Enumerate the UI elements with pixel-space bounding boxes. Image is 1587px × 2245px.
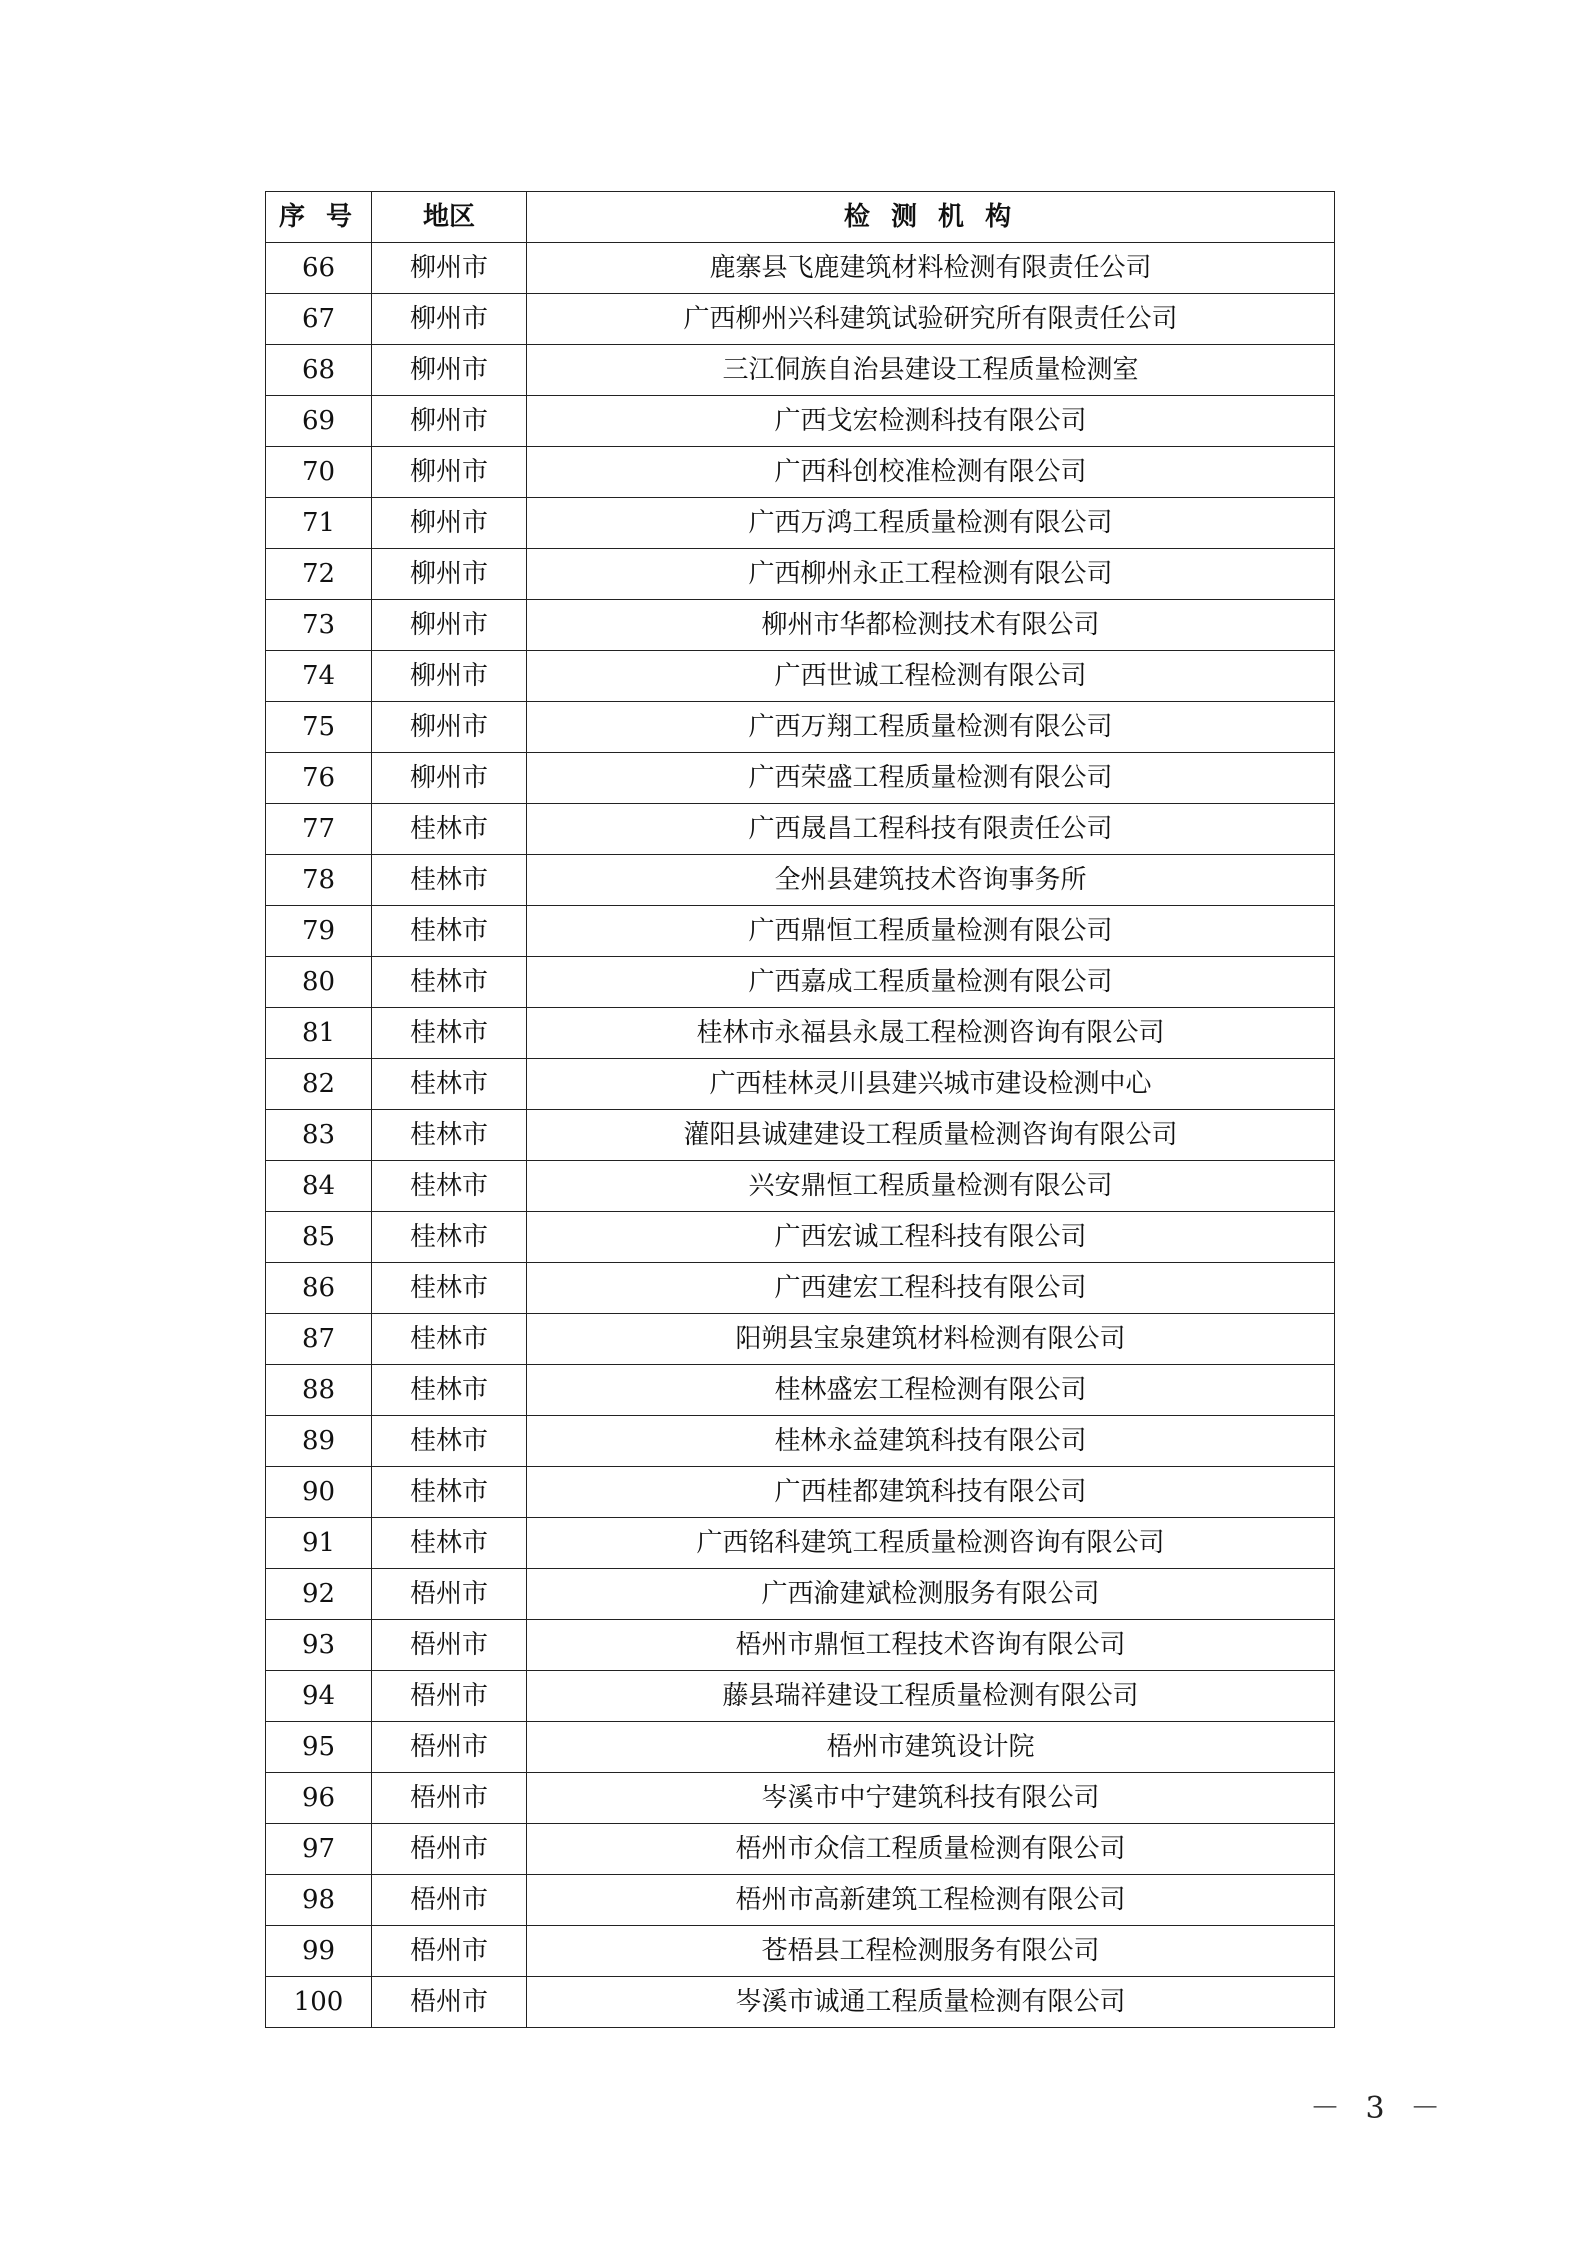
header-institution: 检 测 机 构	[527, 192, 1335, 243]
header-serial-number: 序 号	[266, 192, 372, 243]
cell-region: 梧州市	[372, 1671, 527, 1722]
cell-institution: 广西柳州永正工程检测有限公司	[527, 549, 1335, 600]
cell-institution: 梧州市众信工程质量检测有限公司	[527, 1824, 1335, 1875]
table-row	[266, 1416, 1335, 1467]
cell-serial-number: 95	[266, 1722, 372, 1773]
cell-serial-number: 78	[266, 855, 372, 906]
table-row	[266, 855, 1335, 906]
cell-region: 桂林市	[372, 1518, 527, 1569]
cell-region: 桂林市	[372, 1161, 527, 1212]
cell-institution: 全州县建筑技术咨询事务所	[527, 855, 1335, 906]
cell-region: 桂林市	[372, 1059, 527, 1110]
cell-region: 柳州市	[372, 243, 527, 294]
cell-region: 桂林市	[372, 1365, 527, 1416]
cell-institution: 梧州市建筑设计院	[527, 1722, 1335, 1773]
cell-serial-number: 87	[266, 1314, 372, 1365]
cell-region: 桂林市	[372, 1416, 527, 1467]
cell-institution: 阳朔县宝泉建筑材料检测有限公司	[527, 1314, 1335, 1365]
cell-institution: 广西鼎恒工程质量检测有限公司	[527, 906, 1335, 957]
cell-region: 梧州市	[372, 1569, 527, 1620]
cell-region: 梧州市	[372, 1977, 527, 2028]
table-row	[266, 1059, 1335, 1110]
cell-region: 桂林市	[372, 1263, 527, 1314]
table-row	[266, 1314, 1335, 1365]
table-row	[266, 1518, 1335, 1569]
table-row	[266, 753, 1335, 804]
cell-serial-number: 97	[266, 1824, 372, 1875]
cell-region: 柳州市	[372, 702, 527, 753]
table-row	[266, 345, 1335, 396]
cell-institution: 兴安鼎恒工程质量检测有限公司	[527, 1161, 1335, 1212]
cell-region: 柳州市	[372, 396, 527, 447]
table-row	[266, 651, 1335, 702]
cell-region: 梧州市	[372, 1722, 527, 1773]
cell-region: 桂林市	[372, 906, 527, 957]
cell-serial-number: 77	[266, 804, 372, 855]
cell-institution: 广西晟昌工程科技有限责任公司	[527, 804, 1335, 855]
cell-serial-number: 98	[266, 1875, 372, 1926]
cell-serial-number: 88	[266, 1365, 372, 1416]
cell-serial-number: 90	[266, 1467, 372, 1518]
cell-serial-number: 96	[266, 1773, 372, 1824]
cell-serial-number: 93	[266, 1620, 372, 1671]
cell-serial-number: 69	[266, 396, 372, 447]
table-row	[266, 1263, 1335, 1314]
cell-institution: 广西科创校准检测有限公司	[527, 447, 1335, 498]
cell-region: 桂林市	[372, 1212, 527, 1263]
cell-region: 梧州市	[372, 1773, 527, 1824]
cell-region: 柳州市	[372, 345, 527, 396]
cell-region: 柳州市	[372, 600, 527, 651]
cell-institution: 广西渝建斌检测服务有限公司	[527, 1569, 1335, 1620]
cell-serial-number: 85	[266, 1212, 372, 1263]
cell-institution: 广西建宏工程科技有限公司	[527, 1263, 1335, 1314]
cell-serial-number: 67	[266, 294, 372, 345]
table-row	[266, 1722, 1335, 1773]
cell-institution: 苍梧县工程检测服务有限公司	[527, 1926, 1335, 1977]
table-row	[266, 1110, 1335, 1161]
cell-institution: 岑溪市诚通工程质量检测有限公司	[527, 1977, 1335, 2028]
table-row	[266, 1212, 1335, 1263]
header-region: 地区	[372, 192, 527, 243]
cell-serial-number: 83	[266, 1110, 372, 1161]
cell-region: 梧州市	[372, 1620, 527, 1671]
cell-serial-number: 75	[266, 702, 372, 753]
cell-region: 柳州市	[372, 549, 527, 600]
table-row	[266, 243, 1335, 294]
cell-serial-number: 94	[266, 1671, 372, 1722]
table-row	[266, 1008, 1335, 1059]
cell-institution: 灌阳县诚建建设工程质量检测咨询有限公司	[527, 1110, 1335, 1161]
cell-institution: 三江侗族自治县建设工程质量检测室	[527, 345, 1335, 396]
table-row	[266, 294, 1335, 345]
cell-serial-number: 89	[266, 1416, 372, 1467]
cell-serial-number: 66	[266, 243, 372, 294]
page-number: － 3 －	[1310, 2091, 1449, 2126]
table-row	[266, 702, 1335, 753]
cell-region: 梧州市	[372, 1824, 527, 1875]
cell-serial-number: 100	[266, 1977, 372, 2028]
cell-region: 桂林市	[372, 855, 527, 906]
table-row	[266, 1926, 1335, 1977]
cell-institution: 岑溪市中宁建筑科技有限公司	[527, 1773, 1335, 1824]
cell-serial-number: 81	[266, 1008, 372, 1059]
cell-serial-number: 76	[266, 753, 372, 804]
cell-region: 桂林市	[372, 1314, 527, 1365]
cell-serial-number: 71	[266, 498, 372, 549]
cell-region: 桂林市	[372, 957, 527, 1008]
table-row	[266, 957, 1335, 1008]
table-row	[266, 549, 1335, 600]
table-row	[266, 1977, 1335, 2028]
cell-serial-number: 91	[266, 1518, 372, 1569]
cell-serial-number: 73	[266, 600, 372, 651]
cell-region: 梧州市	[372, 1875, 527, 1926]
table-row	[266, 1467, 1335, 1518]
cell-institution: 桂林市永福县永晟工程检测咨询有限公司	[527, 1008, 1335, 1059]
cell-serial-number: 72	[266, 549, 372, 600]
cell-region: 桂林市	[372, 1110, 527, 1161]
cell-institution: 广西嘉成工程质量检测有限公司	[527, 957, 1335, 1008]
cell-institution: 广西柳州兴科建筑试验研究所有限责任公司	[527, 294, 1335, 345]
cell-institution: 广西戈宏检测科技有限公司	[527, 396, 1335, 447]
cell-institution: 桂林永益建筑科技有限公司	[527, 1416, 1335, 1467]
cell-region: 桂林市	[372, 804, 527, 855]
cell-institution: 藤县瑞祥建设工程质量检测有限公司	[527, 1671, 1335, 1722]
table-row	[266, 1671, 1335, 1722]
table-row	[266, 1773, 1335, 1824]
table-row	[266, 1824, 1335, 1875]
cell-institution: 梧州市高新建筑工程检测有限公司	[527, 1875, 1335, 1926]
cell-serial-number: 68	[266, 345, 372, 396]
cell-institution: 梧州市鼎恒工程技术咨询有限公司	[527, 1620, 1335, 1671]
cell-institution: 广西万鸿工程质量检测有限公司	[527, 498, 1335, 549]
table-row	[266, 396, 1335, 447]
table-row	[266, 804, 1335, 855]
cell-institution: 广西万翔工程质量检测有限公司	[527, 702, 1335, 753]
cell-institution: 广西世诚工程检测有限公司	[527, 651, 1335, 702]
cell-region: 柳州市	[372, 294, 527, 345]
table-row	[266, 447, 1335, 498]
cell-serial-number: 74	[266, 651, 372, 702]
cell-serial-number: 92	[266, 1569, 372, 1620]
cell-institution: 广西桂林灵川县建兴城市建设检测中心	[527, 1059, 1335, 1110]
cell-institution: 广西荣盛工程质量检测有限公司	[527, 753, 1335, 804]
table-body	[266, 243, 1335, 2028]
cell-region: 柳州市	[372, 498, 527, 549]
cell-serial-number: 79	[266, 906, 372, 957]
cell-institution: 柳州市华都检测技术有限公司	[527, 600, 1335, 651]
cell-serial-number: 80	[266, 957, 372, 1008]
table-row	[266, 906, 1335, 957]
cell-region: 柳州市	[372, 447, 527, 498]
cell-institution: 广西桂都建筑科技有限公司	[527, 1467, 1335, 1518]
institution-table	[265, 191, 1335, 2028]
cell-serial-number: 84	[266, 1161, 372, 1212]
cell-serial-number: 99	[266, 1926, 372, 1977]
cell-institution: 广西宏诚工程科技有限公司	[527, 1212, 1335, 1263]
table-row	[266, 1620, 1335, 1671]
cell-region: 柳州市	[372, 651, 527, 702]
table-header-row	[266, 192, 1335, 243]
table-row	[266, 1569, 1335, 1620]
cell-institution: 广西铭科建筑工程质量检测咨询有限公司	[527, 1518, 1335, 1569]
cell-institution: 鹿寨县飞鹿建筑材料检测有限责任公司	[527, 243, 1335, 294]
table-row	[266, 1875, 1335, 1926]
cell-serial-number: 86	[266, 1263, 372, 1314]
cell-region: 桂林市	[372, 1467, 527, 1518]
table-row	[266, 600, 1335, 651]
cell-region: 梧州市	[372, 1926, 527, 1977]
cell-region: 桂林市	[372, 1008, 527, 1059]
cell-region: 柳州市	[372, 753, 527, 804]
table-row	[266, 498, 1335, 549]
table-row	[266, 1365, 1335, 1416]
cell-serial-number: 70	[266, 447, 372, 498]
table-row	[266, 1161, 1335, 1212]
cell-serial-number: 82	[266, 1059, 372, 1110]
cell-institution: 桂林盛宏工程检测有限公司	[527, 1365, 1335, 1416]
